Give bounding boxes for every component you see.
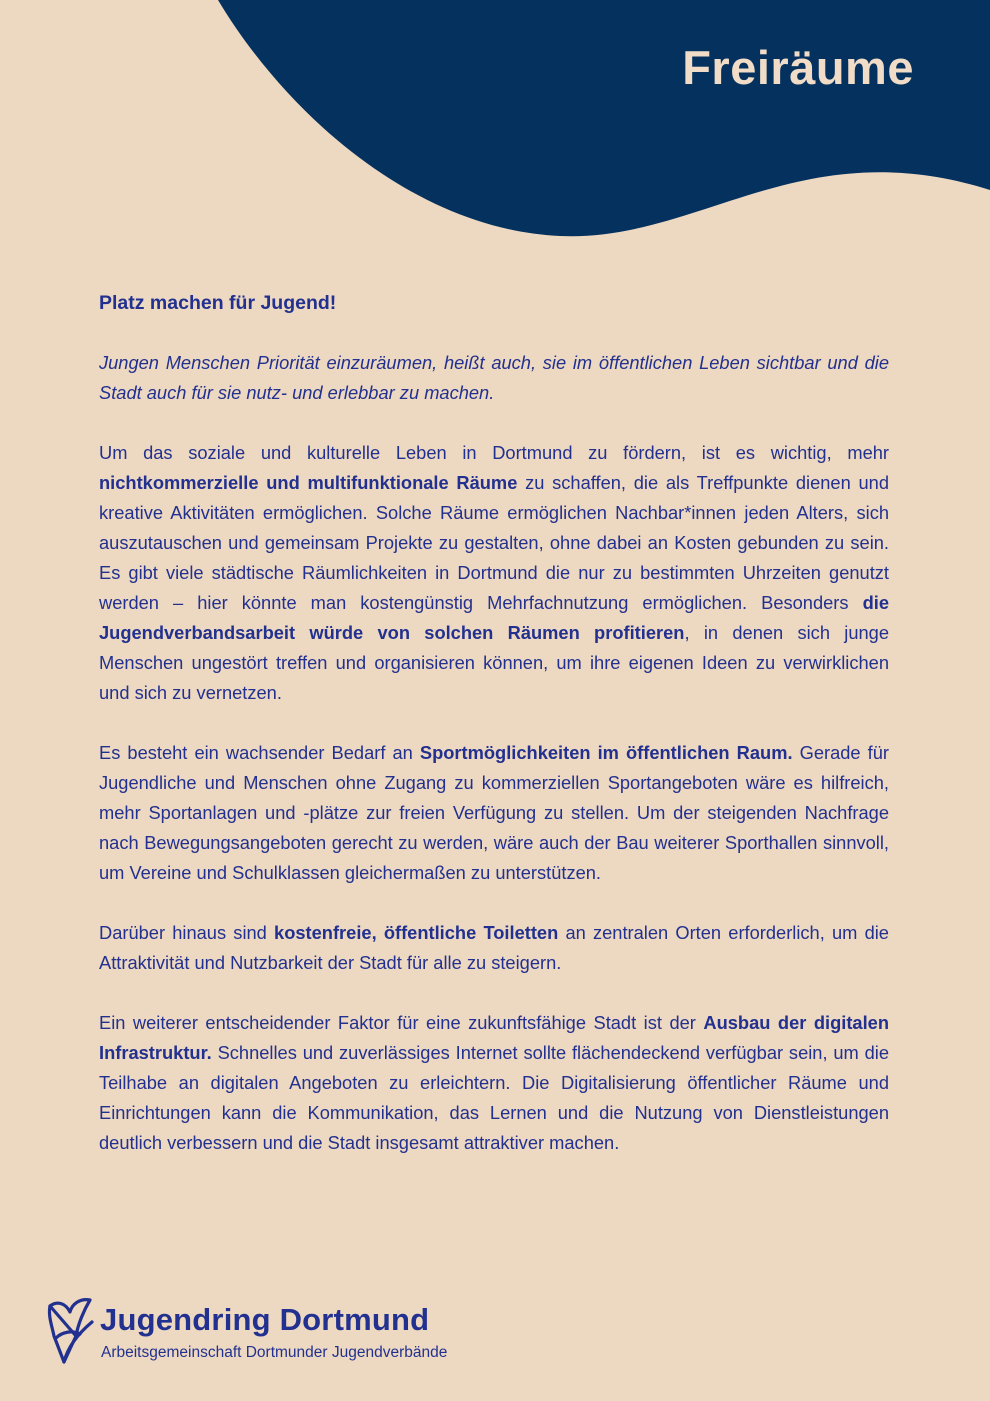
text-span: zu schaffen, die als Treffpunkte dienen und kreative Aktivitäten ermöglichen. Solche Räume ermöglichen Nachbar*innen jeden Alters, sich auszutauschen und gemeinsam Projekte zu gestalten, ohne dabei an Kosten gebunden zu sein. Es gibt viele städtische Räumlichkeiten in Dortmund die nur zu bestimmten Uhrzeiten genutzt werden – hier könnte man kostengünstig Mehrfachnutzung ermöglichen. Besonders [99,472,889,613]
text-span: Darüber hinaus sind [99,922,275,943]
text-span: an zentralen Orten erforderlich, um die Attraktivität und Nutzbarkeit der Stadt für alle zu steigern. [99,922,889,973]
section-heading: Platz machen für Jugend! [99,292,337,314]
jugendring-logo-icon [44,1296,96,1368]
org-name: Jugendring Dortmund [100,1302,430,1337]
main-content [99,288,889,1188]
paragraph-sports [99,738,889,888]
org-subtitle: Arbeitsgemeinschaft Dortmunder Jugendverbände [101,1344,448,1361]
page-title: Freiräume [682,41,914,94]
text-span: , in denen sich junge Menschen ungestört treffen und organisieren können, um ihre eigenen Ideen zu verwirklichen und sich zu vernetzen. [99,622,890,703]
text-span: Es besteht ein wachsender Bedarf an [99,742,420,763]
paragraph-spaces [99,438,889,708]
paragraph-digital [99,1008,889,1158]
text-span: Ein weiterer entscheidender Faktor für eine zukunftsfähige Stadt ist der [99,1012,704,1033]
emphasis-text: kostenfreie, öffentliche Toiletten [274,922,559,943]
emphasis-text: Ausbau der digitalen Infrastruktur. [99,1012,890,1063]
header-wave-shape [0,0,990,240]
emphasis-text: Sportmöglichkeiten im öffentlichen Raum. [419,742,793,763]
paragraph-toilets [99,918,889,978]
text-span: Um das soziale und kulturelle Leben in Dortmund zu fördern, ist es wichtig, mehr [99,442,889,463]
emphasis-text: nichtkommerzielle und multifunktionale Räume [99,472,518,493]
intro-paragraph: Jungen Menschen Priorität einzuräumen, heißt auch, sie im öffentlichen Leben sichtbar und die Stadt auch für sie nutz- und erlebbar zu machen. [99,352,889,403]
emphasis-text: die Jugendverbandsarbeit würde von solchen Räumen profitieren [99,592,889,643]
text-span: Gerade für Jugendliche und Menschen ohne Zugang zu kommerziellen Sportangeboten wäre es hilfreich, mehr Sportanlagen und -plätze zur freien Verfügung zu stellen. Um der steigenden Nachfrage nach Bewegungsangeboten gerecht zu werden, wäre auch der Bau weiterer Sporthallen sinnvoll, um Vereine und Schulklassen gleichermaßen zu unterstützen. [99,742,889,883]
text-span: Schnelles und zuverlässiges Internet sollte flächendeckend verfügbar sein, um die Teilhabe an digitalen Angeboten zu erleichtern. Die Digitalisierung öffentlicher Räume und Einrichtungen kann die Kommunikation, das Lernen und die Nutzung von Dienstleistungen deutlich verbessern und die Stadt insgesamt attraktiver machen. [99,1042,889,1153]
